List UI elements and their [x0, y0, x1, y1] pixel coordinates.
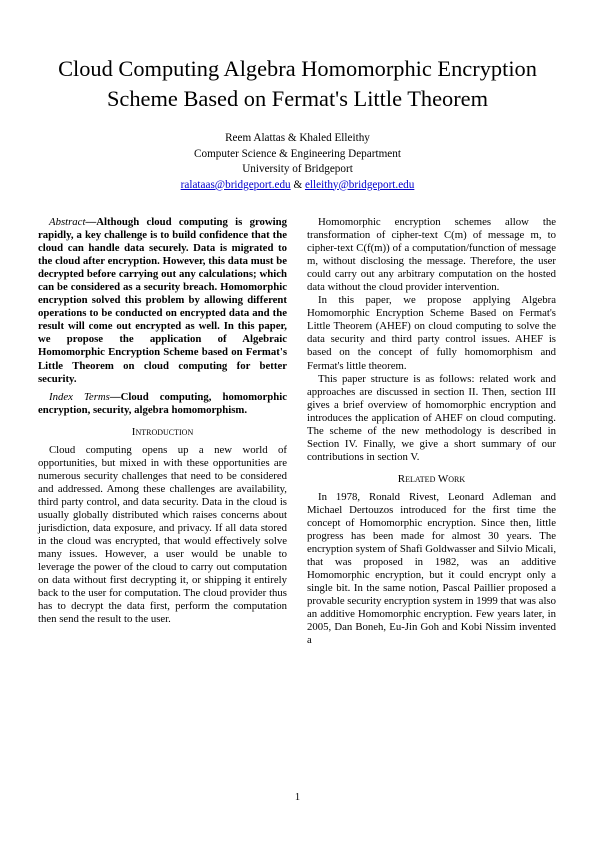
right-paragraph-2: In this paper, we propose applying Algebra Homomorphic Encryption Scheme Based on Fermat's Little Theorem (AHEF) on cloud computing to solve the data security and third party control issues. AHEF is based on the concept of fully homomorphism and Fermat's little theorem.: [307, 294, 556, 372]
email-link-1[interactable]: ralataas@bridgeport.edu: [180, 178, 291, 191]
left-column: [38, 216, 287, 626]
index-terms: [38, 391, 287, 417]
affiliation-university: University of Bridgeport: [242, 163, 353, 175]
abstract: [38, 216, 287, 386]
right-paragraph-3: This paper structure is as follows: related work and approaches are discussed in section II. Then, section III gives a brief overview of homomorphic encryption and introduces the application of AHEF on cloud computing. The scheme of the new methodology is described in Section IV. Finally, we give a short summary of our contributions in section V.: [307, 372, 556, 463]
introduction-heading: Introduction: [131, 425, 194, 438]
related-work-heading: Related Work: [397, 472, 466, 485]
abstract-label: Abstract: [49, 216, 86, 228]
affiliation-department: Computer Science & Engineering Department: [194, 147, 401, 160]
title-line-2: Scheme Based on Fermat's Little Theorem: [106, 86, 489, 111]
paper-title: [30, 54, 565, 114]
abstract-text: Although cloud computing is growing rapidly, a key challenge is to build confidence that the cloud can handle data securely. Data is migrated to the cloud after encryption. However, this data must be decrypted before carrying out any calculations; which can be considered as a security breach. Homomorphic encryption solved this problem by allowing different operations to be conducted on encrypted data and the result will come out encrypted as well. In this paper, we propose the application of Algebraic Homomorphic Encryption Scheme based on Fermat's Little Theorem on cloud computing for better security.: [38, 216, 287, 385]
page-number: 1: [294, 792, 301, 803]
index-terms-text: Cloud computing, homomorphic encryption, security, algebra homomorphism.: [38, 390, 287, 416]
index-terms-label: Index Terms: [49, 390, 110, 403]
title-line-1: Cloud Computing Algebra Homomorphic Encryption: [58, 56, 537, 81]
related-work-paragraph-1: In 1978, Ronald Rivest, Leonard Adleman and Michael Dertouzos introduced for the first time the concept of Homomorphic encryption. Since then, little progress has been made for almost 30 years. The encryption system of Shafi Goldwasser and Silvio Micali, that was proposed in 1982, was an additive Homomorphic encryption, but it could encrypt only a single bit. In the same notion, Pascal Paillier proposed a provable security encryption system in 1999 that was also an additive Homomorphic encryption. Few years later, in 2005, Dan Boneh, Eu-Jin Goh and Kobi Nissim invented a: [307, 490, 557, 647]
author-names: Reem Alattas & Khaled Elleithy: [225, 132, 370, 144]
author-emails: [60, 178, 535, 194]
index-terms-dash: —: [109, 390, 121, 403]
email-link-2[interactable]: elleithy@bridgeport.edu: [304, 178, 415, 191]
abstract-dash: —: [85, 216, 97, 228]
right-column: [307, 216, 556, 647]
email-separator: &: [290, 178, 305, 191]
right-paragraph-1: Homomorphic encryption schemes allow the transformation of cipher-text C(m) of message m, to cipher-text C(f(m)) of a computation/function of message m, without disclosing the message. Therefore, the user could carry out any arbitrary computation on the hosted data without the cloud provider intervention.: [307, 216, 556, 294]
introduction-paragraph-1: Cloud computing opens up a new world of opportunities, but mixed in with these opportunities are numerous security challenges that need to be considered and addressed. Among these challenges are availability, third party control, and data security. Data in the cloud is usually globally distributed which raises concerns about jurisdiction, data exposure, and privacy. If all data stored in the cloud was encrypted, that would effectively solve many issues. However, a user would be unable to leverage the power of the cloud to carry out computation on data without first decrypting it, or shipping it entirely back to the user for computation. The cloud provider thus has to decrypt the data first, perform the computation then send the result to the user.: [38, 443, 287, 626]
author-block: [60, 131, 535, 193]
